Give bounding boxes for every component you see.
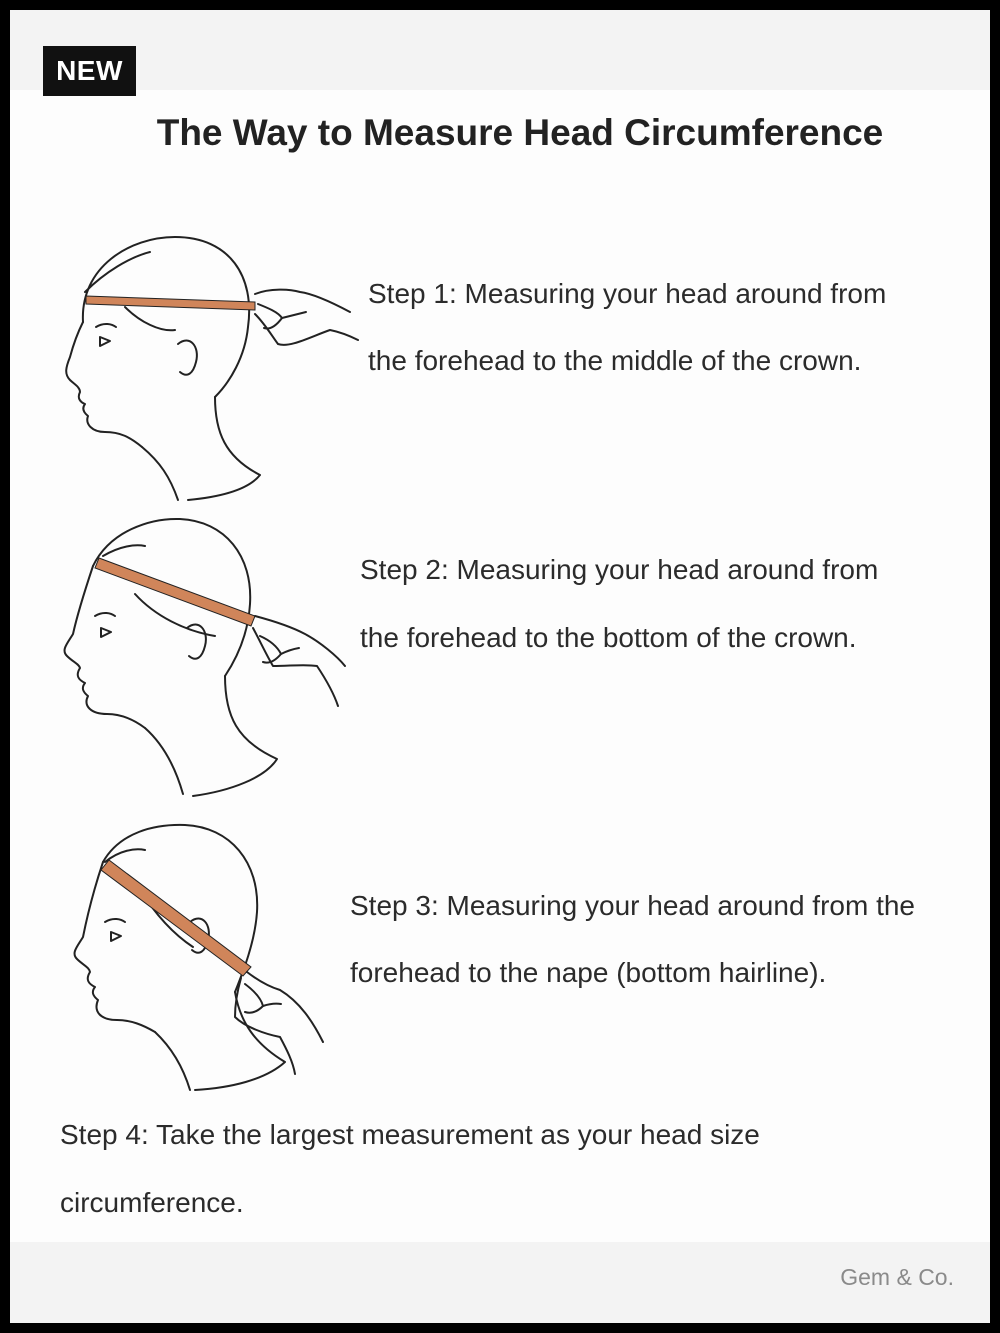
top-band [10, 10, 990, 90]
hand-icon [253, 616, 345, 706]
step-4-line-1: Step 4: Take the largest measurement as your head size [60, 1119, 760, 1150]
head-profile-icon [65, 822, 335, 1097]
new-badge: NEW [43, 46, 136, 96]
step-1-line-2: the forehead to the middle of the crown. [368, 345, 862, 376]
step-3-line-1: Step 3: Measuring your head around from the [350, 890, 916, 921]
step-3-line-2: forehead to the nape (bottom hairline). [350, 957, 827, 988]
head-profile-icon [50, 232, 360, 512]
head-profile-icon [55, 516, 355, 806]
step-4-line-2: circumference. [60, 1187, 244, 1218]
page-title: The Way to Measure Head Circumference [156, 112, 884, 153]
measuring-tape-icon [101, 860, 251, 976]
infographic-frame [10, 10, 990, 1323]
hand-icon [255, 290, 358, 345]
step-2-line-2: the forehead to the bottom of the crown. [360, 622, 857, 653]
measuring-tape-icon [95, 558, 255, 626]
step-1-line-1: Step 1: Measuring your head around from [368, 278, 887, 309]
step-2-line-1: Step 2: Measuring your head around from [360, 554, 879, 585]
brand-label: Gem & Co. [840, 1264, 954, 1290]
measuring-tape-icon [86, 296, 255, 310]
